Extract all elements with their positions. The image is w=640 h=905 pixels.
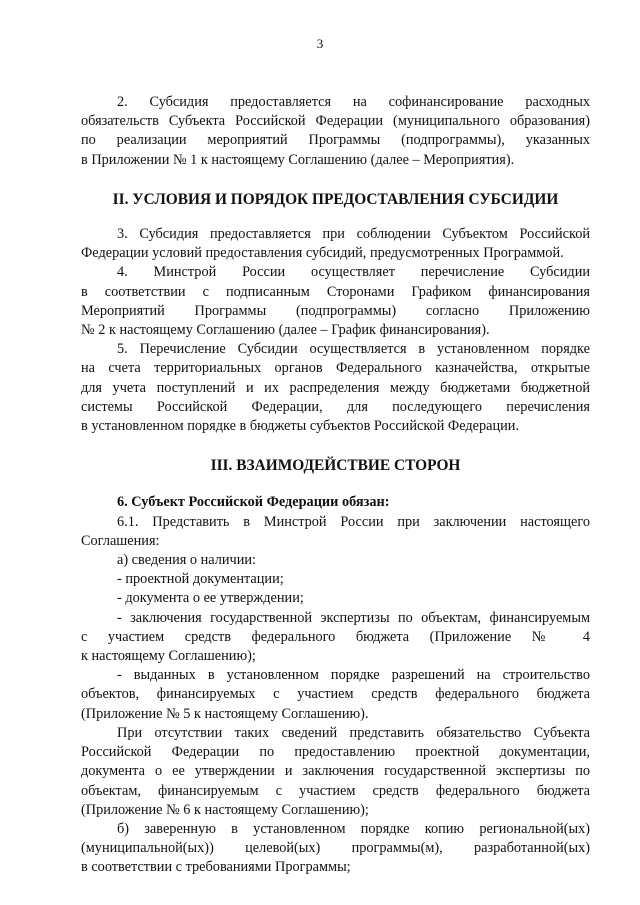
text-line: по реализации мероприятий Программы (подпрограммы), указанных <box>81 132 590 149</box>
text-line: в соответствии с требованиями Программы; <box>81 859 351 876</box>
text-line: объектам, финансируемым с участием средств федерального бюджета <box>81 782 590 799</box>
page-number: 3 <box>316 36 324 51</box>
text-line: - заключения государственной экспертизы по объектам, финансируемым <box>117 609 590 626</box>
text-line: системы Российской Федерации, для последующего перечисления <box>81 398 590 415</box>
text-line: № 2 к настоящему Соглашению (далее – График финансирования). <box>81 322 490 339</box>
item-a-3 <box>81 609 590 667</box>
text-line: на счета территориальных органов Федерального казначейства, открытые <box>81 360 590 377</box>
text-line: документа о ее утверждении и заключения государственной экспертизы по <box>81 763 590 780</box>
text-line: - выданных в установленном порядке разрешений на строительство <box>117 667 590 684</box>
text-line: (муниципальной(ых)) целевой(ых) программы(м), разработанной(ых) <box>81 840 590 857</box>
text-line: 5. Перечисление Субсидии осуществляется в установленном порядке <box>117 341 590 358</box>
item-a-1 <box>81 570 590 589</box>
text-line: объектов, финансируемых с участием средств федерального бюджета <box>81 686 590 703</box>
paragraph-6-1 <box>81 513 590 551</box>
text-line: - документа о ее утверждении; <box>117 590 304 607</box>
item-a-2 <box>81 589 590 608</box>
text-line: к настоящему Соглашению); <box>81 648 256 665</box>
text-line: 4. Минстрой России осуществляет перечисление Субсидии <box>117 264 590 281</box>
text-line: Мероприятий Программы (подпрограммы) согласно Приложению <box>81 302 590 319</box>
paragraph-4 <box>81 263 590 340</box>
text-line: с участием средств федерального бюджета (Приложение № 4 <box>81 628 590 645</box>
text-line: в соответствии с подписанным Сторонами Графиком финансирования <box>81 283 590 300</box>
paragraph-2 <box>81 93 590 170</box>
text-line: а) сведения о наличии: <box>117 552 257 569</box>
text-line: (Приложение № 5 к настоящему Соглашению). <box>81 705 369 722</box>
paragraph-3 <box>81 225 590 263</box>
document-body <box>81 93 590 878</box>
text-line: 6. Субъект Российской Федерации обязан: <box>117 494 390 511</box>
paragraph-absent-info <box>81 724 590 820</box>
section-2-title: II. УСЛОВИЯ И ПОРЯДОК ПРЕДОСТАВЛЕНИЯ СУБСИДИИ <box>112 190 559 208</box>
text-line: для учета поступлений и их распределения между бюджетами бюджетной <box>81 379 590 396</box>
section-3-title: III. ВЗАИМОДЕЙСТВИЕ СТОРОН <box>210 457 461 475</box>
text-line: в установленном порядке в бюджеты субъектов Российской Федерации. <box>81 418 520 435</box>
item-a <box>81 551 590 570</box>
text-line: (Приложение № 6 к настоящему Соглашению); <box>81 801 369 818</box>
text-line: Федерации условий предоставления субсидий, предусмотренных Программой. <box>81 245 564 262</box>
paragraph-5 <box>81 340 590 436</box>
text-line: б) заверенную в установленном порядке копию региональной(ых) <box>117 820 590 837</box>
item-b <box>81 820 590 878</box>
item-a-4 <box>81 666 590 724</box>
text-line: Соглашения: <box>81 532 160 549</box>
text-line: - проектной документации; <box>117 571 284 588</box>
text-line: При отсутствии таких сведений представить обязательство Субъекта <box>117 724 590 741</box>
text-line: обязательств Субъекта Российской Федерации (муниципального образования) <box>81 113 590 130</box>
text-line: 3. Субсидия предоставляется при соблюдении Субъектом Российской <box>117 226 590 243</box>
text-line: в Приложении № 1 к настоящему Соглашению (далее – Мероприятия). <box>81 151 515 168</box>
text-line: Российской Федерации по предоставлению проектной документации, <box>81 744 590 761</box>
text-line: 6.1. Представить в Минстрой России при заключении настоящего <box>117 513 590 530</box>
text-line: 2. Субсидия предоставляется на софинансирование расходных <box>117 94 590 110</box>
paragraph-6-heading <box>81 493 590 512</box>
